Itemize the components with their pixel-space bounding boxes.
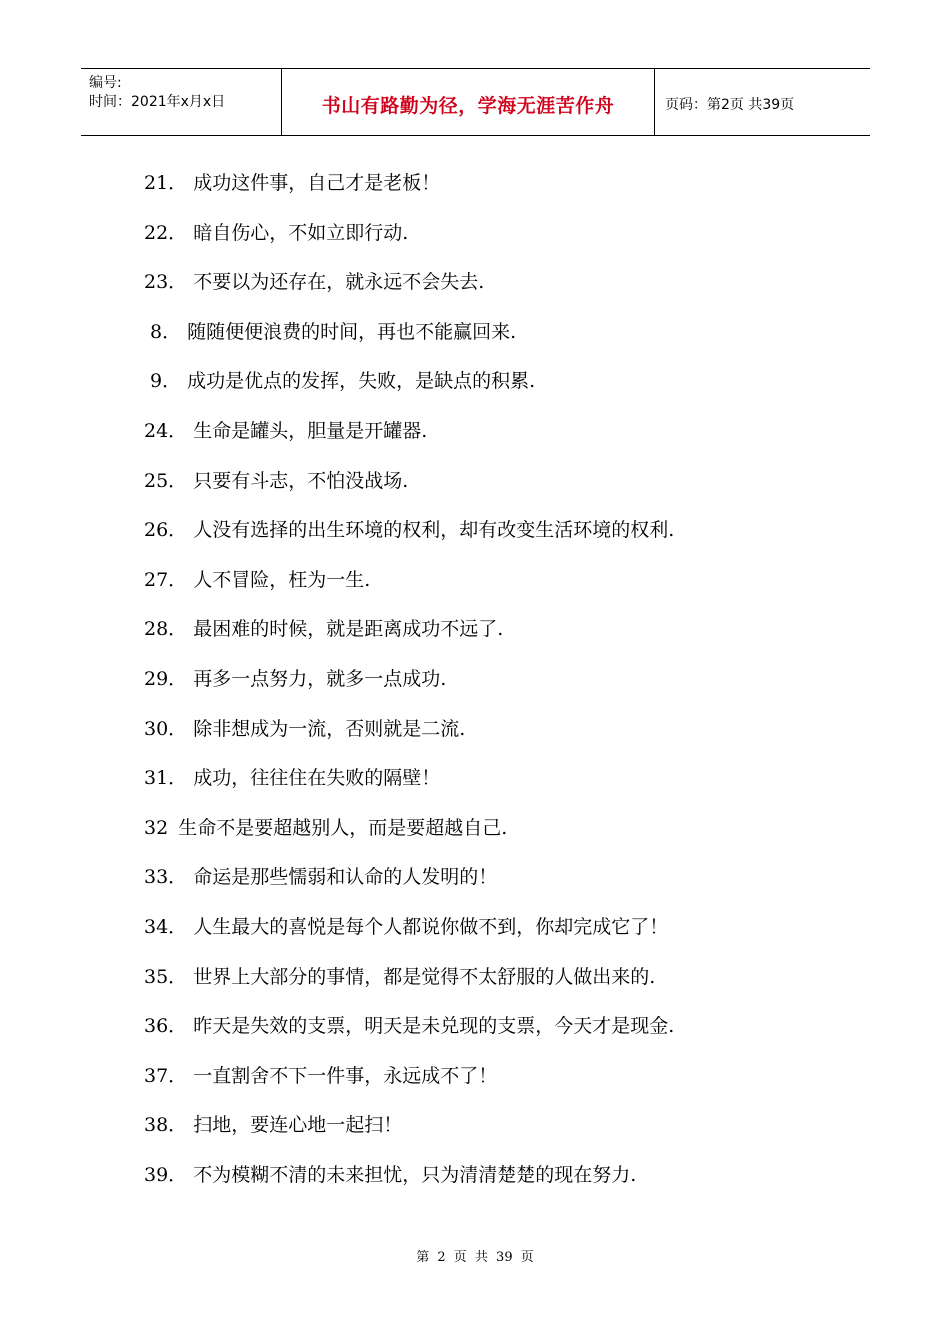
header-page-cell (655, 69, 870, 135)
list-item (144, 714, 864, 764)
item-number: 38． (144, 1114, 188, 1137)
item-number: 9． (144, 370, 182, 393)
list-item (144, 813, 864, 863)
item-text: 除非想成为一流，否则就是二流. (193, 717, 466, 740)
item-text: 生命不是要超越别人，而是要超越自己. (178, 816, 508, 839)
item-number: 24． (144, 419, 188, 442)
doc-number-label: 编号: (89, 75, 122, 91)
item-text: 随随便便浪费的时间，再也不能赢回来. (187, 320, 517, 343)
page-footer (0, 1246, 950, 1265)
item-text: 只要有斗志，不怕没战场. (193, 469, 409, 492)
list-item (144, 1011, 864, 1061)
item-number: 29． (144, 667, 188, 690)
item-number: 36． (144, 1015, 188, 1038)
footer-page-number: 第 2 页 共 39 页 (416, 1250, 534, 1265)
item-text: 世界上大部分的事情，都是觉得不太舒服的人做出来的. (193, 965, 656, 988)
header-table (81, 68, 870, 136)
item-text: 人没有选择的出生环境的权利，却有改变生活环境的权利. (193, 519, 675, 542)
item-text: 生命是罐头，胆量是开罐器. (193, 419, 428, 442)
item-number: 31． (144, 767, 188, 790)
list-item (144, 614, 864, 664)
item-text: 成功这件事，自己才是老板！ (193, 172, 441, 194)
item-text: 不要以为还存在，就永远不会失去. (193, 271, 485, 294)
list-item (144, 1110, 864, 1160)
item-number: 27． (144, 568, 188, 591)
item-number: 8． (144, 320, 182, 343)
header-meta-cell (81, 69, 282, 135)
header-motto: 书山有路勤为径，学海无涯苦作舟 (321, 94, 615, 117)
list-item (144, 912, 864, 962)
list-item (144, 317, 864, 367)
list-item (144, 565, 864, 615)
header-page-info: 页码：第2页 共39页 (665, 97, 795, 113)
item-number: 39． (144, 1163, 188, 1186)
item-text: 最困难的时候，就是距离成功不远了. (193, 618, 504, 641)
item-text: 扫地，要连心地一起扫！ (193, 1114, 403, 1137)
list-item (144, 862, 864, 912)
item-number: 32 (144, 816, 169, 839)
item-number: 23． (144, 271, 188, 294)
item-text: 命运是那些懦弱和认命的人发明的！ (193, 866, 498, 889)
header-motto-cell (282, 69, 655, 135)
item-number: 30． (144, 717, 188, 740)
item-number: 37． (144, 1064, 188, 1087)
list-item (144, 1160, 864, 1210)
item-text: 人不冒险，枉为一生. (193, 568, 371, 591)
list-item (144, 515, 864, 565)
list-item (144, 763, 864, 813)
item-number: 22． (144, 221, 188, 244)
item-number: 25． (144, 469, 188, 492)
list-item (144, 1061, 864, 1111)
item-text: 不为模糊不清的未来担忧，只为清清楚楚的现在努力. (193, 1163, 637, 1186)
list-item (144, 466, 864, 516)
quote-list (144, 168, 864, 1209)
list-item (144, 168, 864, 218)
item-text: 暗自伤心，不如立即行动. (193, 221, 409, 244)
item-text: 昨天是失效的支票，明天是未兑现的支票，今天才是现金. (193, 1015, 675, 1038)
item-text: 成功，往往住在失败的隔壁！ (193, 767, 441, 790)
list-item (144, 962, 864, 1012)
item-number: 26． (144, 519, 188, 542)
item-number: 35． (144, 965, 188, 988)
item-number: 28． (144, 618, 188, 641)
list-item (144, 218, 864, 268)
item-text: 人生最大的喜悦是每个人都说你做不到，你却完成它了！ (193, 915, 669, 938)
item-text: 成功是优点的发挥，失败，是缺点的积累. (187, 370, 536, 393)
item-text: 再多一点努力，就多一点成功. (193, 667, 447, 690)
list-item (144, 416, 864, 466)
list-item (144, 366, 864, 416)
item-number: 33． (144, 866, 188, 889)
item-text: 一直割舍不下一件事，永远成不了！ (193, 1064, 498, 1087)
list-item (144, 664, 864, 714)
item-number: 34． (144, 915, 188, 938)
item-number: 21． (144, 172, 188, 194)
time-label: 时间：2021年x月x日 (89, 94, 226, 110)
list-item (144, 267, 864, 317)
